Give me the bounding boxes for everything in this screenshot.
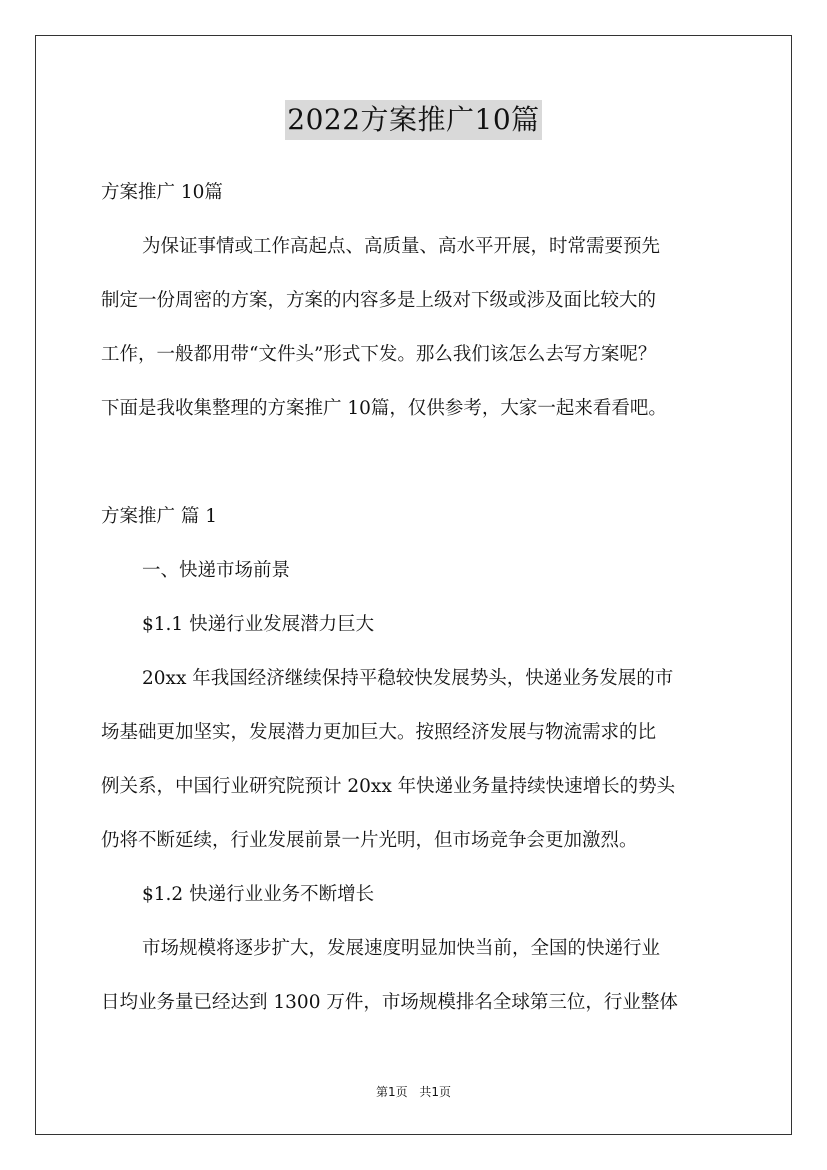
intro-line: 工作，一般都用带“文件头”形式下发。那么我们该怎么去写方案呢？ xyxy=(101,344,657,365)
page-total: 共1页 xyxy=(419,1085,452,1099)
document-subtitle: 方案推广 10篇 xyxy=(101,182,223,203)
page-number: 第1页 xyxy=(375,1085,408,1099)
paragraph-line: 市场规模将逐步扩大，发展速度明显加快当前，全国的快递行业 xyxy=(142,938,661,959)
paragraph-line: 场基础更加坚实，发展潜力更加巨大。按照经济发展与物流需求的比 xyxy=(101,722,657,743)
title-wrap xyxy=(0,100,827,140)
document-title: 2022方案推广10篇 xyxy=(285,100,541,140)
paragraph-line: 仍将不断延续，行业发展前景一片光明，但市场竞争会更加激烈。 xyxy=(101,830,638,851)
section-1-heading: 一、快递市场前景 xyxy=(142,560,291,581)
intro-line: 下面是我收集整理的方案推广 10篇，仅供参考，大家一起来看看吧。 xyxy=(101,398,667,419)
subsection-1-1-heading: $1.1 快递行业发展潜力巨大 xyxy=(142,614,375,635)
intro-line: 制定一份周密的方案，方案的内容多是上级对下级或涉及面比较大的 xyxy=(101,290,657,311)
blank-line xyxy=(101,436,741,490)
page-footer xyxy=(0,1083,827,1100)
subsection-1-2-heading: $1.2 快递行业业务不断增长 xyxy=(142,884,375,905)
document-body xyxy=(101,166,741,1030)
paragraph-line: 20xx 年我国经济继续保持平稳较快发展势头，快递业务发展的市 xyxy=(142,668,674,689)
section-heading: 方案推广 篇 1 xyxy=(101,506,218,527)
paragraph-line: 日均业务量已经达到 1300 万件，市场规模排名全球第三位，行业整体 xyxy=(101,992,678,1013)
paragraph-line: 例关系，中国行业研究院预计 20xx 年快递业务量持续快速增长的势头 xyxy=(101,776,676,797)
intro-line: 为保证事情或工作高起点、高质量、高水平开展，时常需要预先 xyxy=(142,236,661,257)
